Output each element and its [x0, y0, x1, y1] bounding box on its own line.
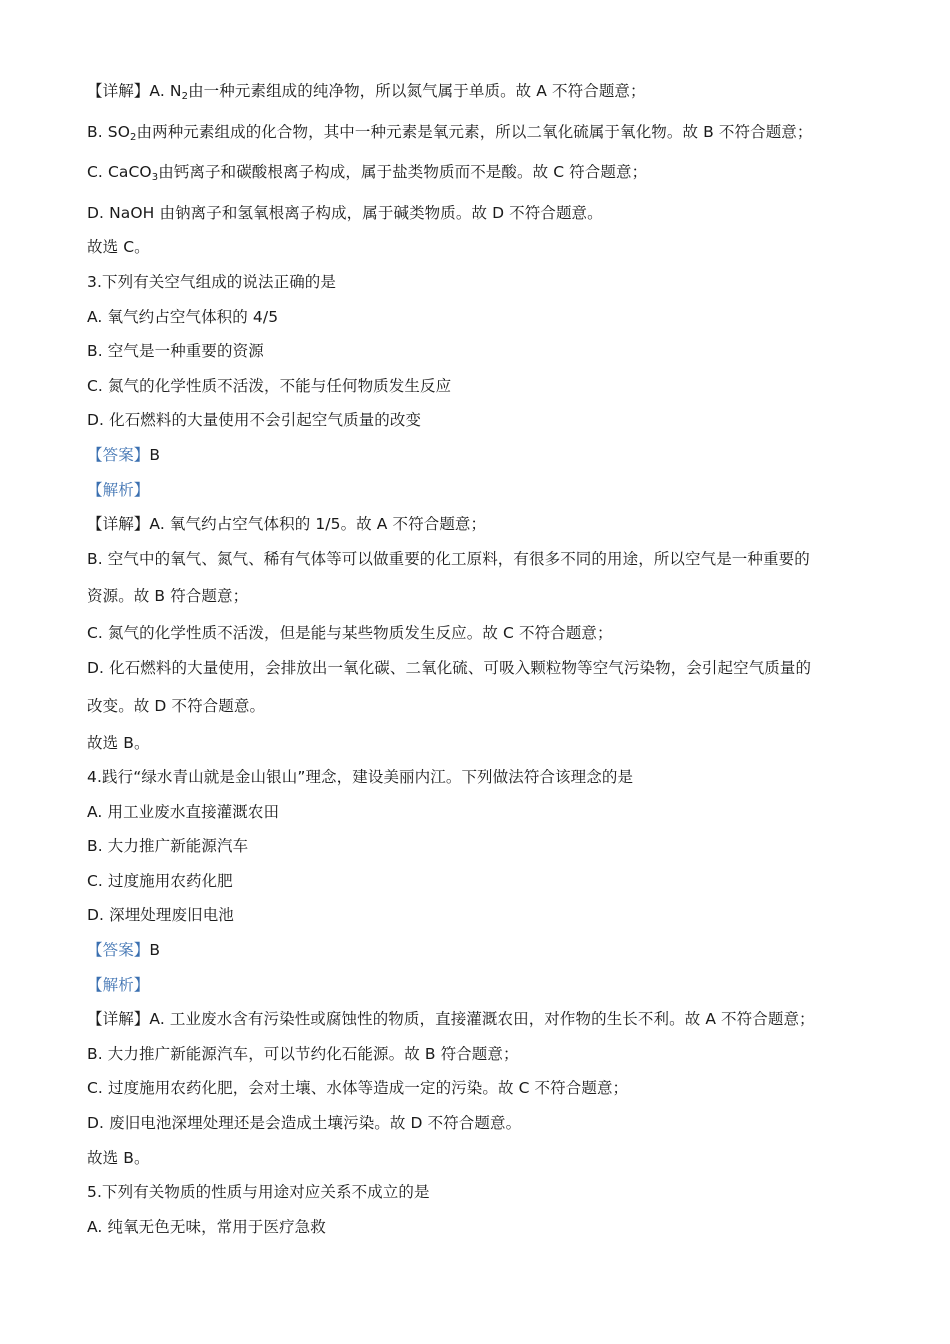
- option-line: [87, 115, 867, 156]
- detail-tag: 【详解】: [87, 82, 150, 100]
- analysis-line: [87, 968, 867, 1003]
- answer-line: [87, 438, 867, 473]
- text-line: [87, 1037, 867, 1072]
- line-text: 资源。故 B 符合题意；: [87, 587, 249, 606]
- analysis-tag: 【解析】: [87, 480, 150, 499]
- text-line: [87, 369, 867, 404]
- continuation-line: [87, 686, 867, 726]
- line-text: B. SO: [87, 122, 131, 141]
- subscript: 3: [151, 172, 159, 184]
- text-line: [87, 334, 867, 369]
- option-line: [87, 155, 867, 196]
- document-body: [87, 74, 867, 1244]
- text-line: [87, 300, 867, 335]
- line-text: D. 化石燃料的大量使用不会引起空气质量的改变: [87, 411, 422, 430]
- text-line: [87, 1106, 867, 1141]
- line-text: C. 过度施用农药化肥，会对土壤、水体等造成一定的污染。故 C 不符合题意；: [87, 1079, 629, 1098]
- text-line: [87, 1175, 867, 1210]
- line-text: C. 氮气的化学性质不活泼，不能与任何物质发生反应: [87, 376, 452, 395]
- text-line: [87, 403, 867, 438]
- detail-line: [87, 507, 867, 542]
- analysis-tag: 【解析】: [87, 975, 150, 994]
- text-line: [87, 898, 867, 933]
- detail-tag: 【详解】: [87, 1010, 150, 1029]
- text-line: [87, 651, 867, 686]
- line-text: A. 工业废水含有污染性或腐蚀性的物质，直接灌溉农田，对作物的生长不利。故 A 不符合题意；: [149, 1010, 815, 1029]
- line-text: B. 大力推广新能源汽车，可以节约化石能源。故 B 符合题意；: [87, 1044, 519, 1063]
- answer-value: B: [149, 445, 161, 464]
- text-line: [87, 1071, 867, 1106]
- subscript: 2: [181, 91, 189, 102]
- line-text: A. 氧气约占空气体积的 1/5。故 A 不符合题意；: [149, 515, 487, 534]
- line-text: 故选 B。: [87, 1148, 150, 1167]
- line-text: D. 深埋处理废旧电池: [87, 906, 234, 925]
- text-line: [87, 864, 867, 899]
- line-text: 故选 B。: [87, 733, 150, 752]
- continuation-line: [87, 576, 867, 616]
- text-line: [87, 265, 867, 300]
- text-line: [87, 542, 867, 577]
- line-text: C. 过度施用农药化肥: [87, 871, 233, 890]
- text-line: [87, 760, 867, 795]
- detail-line: [87, 74, 867, 115]
- text-line: [87, 196, 867, 231]
- text-line: [87, 616, 867, 651]
- line-text: A. N: [149, 82, 182, 100]
- line-text: A. 用工业废水直接灌溉农田: [87, 802, 280, 821]
- line-text: D. 废旧电池深埋处理还是会造成土壤污染。故 D 不符合题意。: [87, 1114, 522, 1133]
- text-line: [87, 1141, 867, 1176]
- detail-tag: 【详解】: [87, 515, 150, 534]
- line-text: D. 化石燃料的大量使用，会排放出一氧化碳、二氧化硫、可吸入颗粒物等空气污染物，会引起空气质量的: [87, 658, 812, 677]
- text-line: [87, 829, 867, 864]
- line-text: 由一种元素组成的纯净物，所以氮气属于单质。故 A 不符合题意；: [188, 82, 646, 100]
- line-text: B. 大力推广新能源汽车: [87, 837, 249, 856]
- line-text: 由钙离子和碳酸根离子构成，属于盐类物质而不是酸。故 C 符合题意；: [158, 163, 648, 182]
- line-text: 改变。故 D 不符合题意。: [87, 696, 266, 715]
- line-text: 由两种元素组成的化合物，其中一种元素是氧元素，所以二氧化硫属于氧化物。故 B 不符合题意；: [136, 122, 813, 141]
- text-line: [87, 726, 867, 761]
- line-text: B. 空气是一种重要的资源: [87, 342, 264, 361]
- line-text: A. 纯氧无色无味，常用于医疗急救: [87, 1217, 326, 1236]
- line-text: B. 空气中的氧气、氮气、稀有气体等可以做重要的化工原料，有很多不同的用途，所以空气是一种重要的: [87, 549, 810, 568]
- text-line: [87, 230, 867, 265]
- subscript: 2: [130, 131, 137, 143]
- line-text: 4.践行“绿水青山就是金山银山”理念，建设美丽内江。下列做法符合该理念的是: [87, 768, 634, 787]
- answer-value: B: [149, 941, 161, 960]
- line-text: D. NaOH 由钠离子和氢氧根离子构成，属于碱类物质。故 D 不符合题意。: [87, 203, 603, 222]
- detail-line: [87, 1002, 867, 1037]
- line-text: C. CaCO: [87, 163, 152, 182]
- text-line: [87, 1210, 867, 1245]
- line-text: C. 氮气的化学性质不活泼，但是能与某些物质发生反应。故 C 不符合题意；: [87, 624, 613, 643]
- answer-tag: 【答案】: [87, 445, 150, 464]
- line-text: 5.下列有关物质的性质与用途对应关系不成立的是: [87, 1183, 430, 1202]
- line-text: A. 氧气约占空气体积的 4/5: [87, 307, 279, 326]
- line-text: 3.下列有关空气组成的说法正确的是: [87, 272, 336, 291]
- analysis-line: [87, 473, 867, 508]
- text-line: [87, 795, 867, 830]
- line-text: 故选 C。: [87, 238, 150, 257]
- answer-tag: 【答案】: [87, 941, 150, 960]
- answer-line: [87, 933, 867, 968]
